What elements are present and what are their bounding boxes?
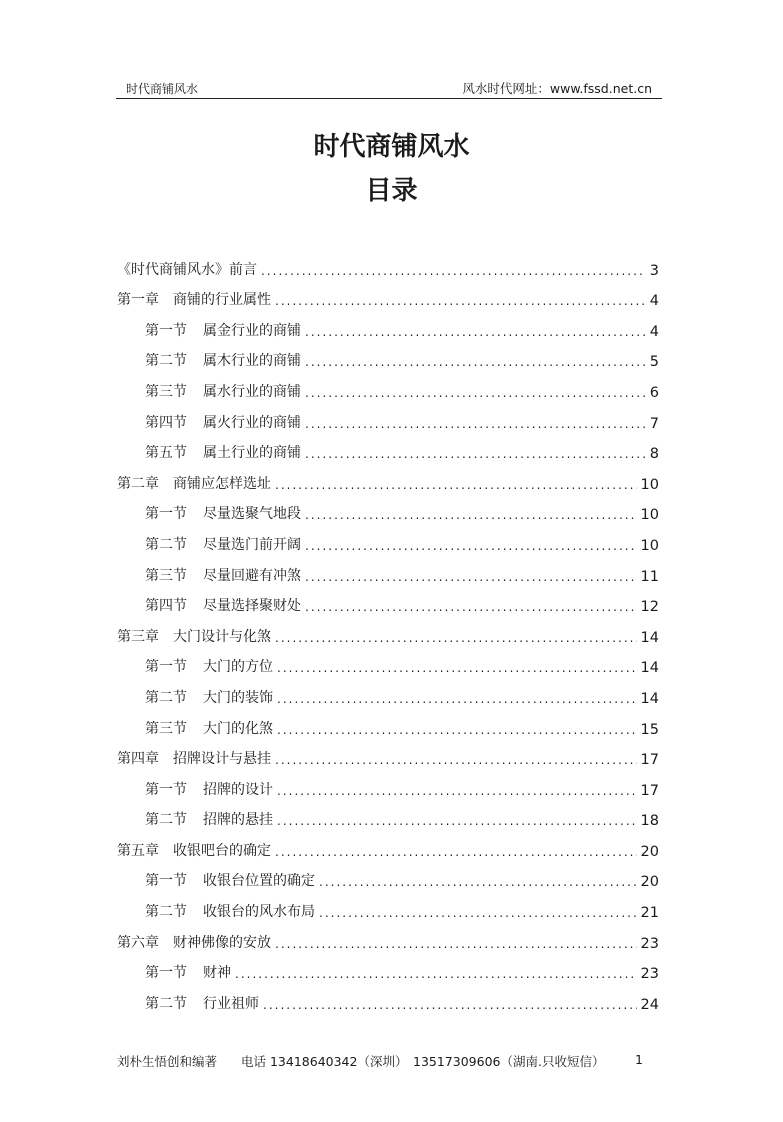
toc-page-number: 14: [640, 690, 659, 707]
toc-heading: 目录: [365, 176, 418, 206]
toc-leader-dots: [305, 416, 646, 432]
toc-entry-title: 尽量选聚气地段: [203, 506, 301, 523]
toc-leader-dots: [277, 813, 637, 829]
toc-entry-title: 行业祖师: [203, 995, 259, 1012]
toc-entry-label: [145, 442, 305, 462]
toc-section-number: 第五节: [145, 445, 187, 462]
toc-chapter-number: 第四章: [117, 751, 159, 768]
toc-entry-title: 尽量选门前开阔: [203, 536, 301, 553]
toc-entry-title: 属土行业的商铺: [203, 445, 301, 462]
footer-phone-shenzhen: 电话 13418640342（深圳）: [241, 1054, 408, 1069]
toc-entry-title: 属木行业的商铺: [203, 353, 301, 370]
toc-entry-section[interactable]: [117, 646, 659, 677]
toc-section-number: 第一节: [145, 322, 187, 339]
toc-entry-title: 招牌的设计: [203, 781, 273, 798]
toc-entry-section[interactable]: [117, 554, 659, 585]
toc-entry-title: 大门的方位: [203, 659, 273, 676]
toc-leader-dots: [261, 263, 646, 279]
toc-entry-section[interactable]: [117, 309, 659, 340]
toc-page-number: 11: [640, 568, 659, 585]
footer-author: 刘朴生悟创和编著: [117, 1054, 218, 1069]
toc-entry-title: 财神: [203, 965, 231, 982]
toc-section-number: 第一节: [145, 873, 187, 890]
toc-entry-section[interactable]: [117, 493, 659, 524]
toc-page-number: 17: [640, 782, 659, 799]
toc-page-number: 24: [640, 996, 659, 1013]
toc-entry-section[interactable]: [117, 370, 659, 401]
toc-leader-dots: [275, 844, 637, 860]
toc-section-number: 第四节: [145, 414, 187, 431]
toc-page-number: 6: [649, 384, 659, 401]
toc-leader-dots: [277, 660, 637, 676]
header-website: 风水时代网址：www.fssd.net.cn: [462, 81, 652, 96]
toc-section-number: 第二节: [145, 995, 187, 1012]
toc-entry-label: [145, 718, 277, 738]
toc-page-number: 4: [649, 323, 659, 340]
toc-entry-label: [117, 932, 275, 952]
toc-section-number: 第一节: [145, 506, 187, 523]
toc-leader-dots: [319, 874, 637, 890]
toc-entry-section[interactable]: [117, 952, 659, 983]
toc-entry-label: [117, 840, 275, 860]
toc-entry-label: [145, 565, 305, 585]
toc-section-number: 第四节: [145, 598, 187, 615]
toc-chapter-number: 第二章: [117, 475, 159, 492]
page-header: [116, 78, 662, 99]
toc-entry-section[interactable]: [117, 982, 659, 1013]
toc-page-number: 20: [640, 874, 659, 891]
toc-page-number: 5: [649, 354, 659, 371]
toc-leader-dots: [277, 691, 637, 707]
toc-entry-label: [145, 412, 305, 432]
toc-entry-chapter[interactable]: [117, 279, 659, 310]
toc-entry-title: 属火行业的商铺: [203, 414, 301, 431]
toc-leader-dots: [277, 722, 637, 738]
toc-entry-title: 大门的装饰: [203, 689, 273, 706]
footer-page-number: 1: [635, 1052, 643, 1067]
toc-entry-label: [145, 350, 305, 370]
toc-entry-label: [117, 626, 275, 646]
toc-entry-section[interactable]: [117, 890, 659, 921]
toc-entry-title: 大门设计与化煞: [173, 628, 271, 645]
toc-entry-chapter[interactable]: [117, 829, 659, 860]
toc-page-number: 20: [640, 843, 659, 860]
toc-leader-dots: [275, 936, 637, 952]
toc-entry-label: [145, 779, 277, 799]
toc-leader-dots: [275, 752, 637, 768]
toc-entry-label: [145, 534, 305, 554]
toc-page-number: 18: [640, 813, 659, 830]
toc-chapter-number: 第三章: [117, 628, 159, 645]
toc-entry-title: 属金行业的商铺: [203, 322, 301, 339]
toc-page-number: 23: [640, 935, 659, 952]
toc-entry-label: [117, 748, 275, 768]
header-book-title: 时代商铺风水: [126, 82, 199, 96]
toc-page-number: 8: [649, 446, 659, 463]
toc-entry-label: [145, 962, 235, 982]
toc-entry-chapter[interactable]: [117, 921, 659, 952]
toc-section-number: 第二节: [145, 689, 187, 706]
toc-entry-label: [117, 289, 275, 309]
toc-section-number: 第一节: [145, 781, 187, 798]
toc-section-number: 第三节: [145, 720, 187, 737]
toc-page-number: 4: [649, 293, 659, 310]
toc-leader-dots: [263, 997, 637, 1013]
toc-section-number: 第一节: [145, 659, 187, 676]
toc-section-number: 第二节: [145, 536, 187, 553]
toc-entry-title: 财神佛像的安放: [173, 934, 271, 951]
toc-entry-label: [117, 259, 261, 279]
toc-entry-label: [145, 687, 277, 707]
toc-entry-title: 尽量选择聚财处: [203, 598, 301, 615]
toc-page-number: 10: [640, 507, 659, 524]
toc-leader-dots: [305, 599, 637, 615]
toc-page-number: 7: [649, 415, 659, 432]
toc-leader-dots: [305, 354, 646, 370]
footer-phone-hunan: 13517309606（湖南.只收短信）: [413, 1054, 605, 1069]
toc-entry-title: 大门的化煞: [203, 720, 273, 737]
toc-page-number: 10: [640, 537, 659, 554]
toc-entry-chapter[interactable]: [117, 738, 659, 769]
toc-section-number: 第二节: [145, 904, 187, 921]
toc-entry-label: [145, 993, 263, 1013]
toc-page-number: 23: [640, 966, 659, 983]
toc-entry-section[interactable]: [117, 340, 659, 371]
toc-leader-dots: [305, 446, 646, 462]
toc-entry-label: [145, 595, 305, 615]
toc-entry-title: 收银台位置的确定: [203, 873, 315, 890]
toc-leader-dots: [319, 905, 637, 921]
toc-leader-dots: [275, 630, 637, 646]
toc-page-number: 3: [649, 262, 659, 279]
toc-page-number: 21: [640, 905, 659, 922]
table-of-contents: [117, 248, 659, 1013]
toc-section-number: 第一节: [145, 965, 187, 982]
toc-page-number: 10: [640, 476, 659, 493]
toc-leader-dots: [305, 324, 646, 340]
toc-entry-label: [145, 809, 277, 829]
toc-section-number: 第二节: [145, 812, 187, 829]
toc-entry-chapter[interactable]: [117, 462, 659, 493]
toc-entry-label: [117, 473, 275, 493]
toc-leader-dots: [235, 966, 637, 982]
toc-entry-title: 商铺的行业属性: [173, 292, 271, 309]
toc-entry-title: 收银吧台的确定: [173, 842, 271, 859]
toc-entry-label: [145, 503, 305, 523]
toc-section-number: 第二节: [145, 353, 187, 370]
toc-entry-title: 商铺应怎样选址: [173, 475, 271, 492]
toc-leader-dots: [275, 477, 637, 493]
toc-entry-section[interactable]: [117, 768, 659, 799]
toc-section-number: 第三节: [145, 567, 187, 584]
toc-section-number: 第三节: [145, 383, 187, 400]
toc-leader-dots: [277, 783, 637, 799]
toc-page-number: 14: [640, 660, 659, 677]
toc-entry-section[interactable]: [117, 585, 659, 616]
toc-entry-section[interactable]: [117, 401, 659, 432]
toc-entry-label: [145, 381, 305, 401]
toc-page-number: 12: [640, 599, 659, 616]
toc-entry-section[interactable]: [117, 860, 659, 891]
toc-entry-title: 招牌的悬挂: [203, 812, 273, 829]
toc-entry-label: [145, 656, 277, 676]
toc-leader-dots: [305, 569, 637, 585]
toc-entry-section[interactable]: [117, 676, 659, 707]
toc-entry-section[interactable]: [117, 707, 659, 738]
toc-leader-dots: [305, 538, 637, 554]
toc-entry-title: 《时代商铺风水》前言: [117, 261, 257, 278]
toc-page-number: 14: [640, 629, 659, 646]
toc-entry-label: [145, 901, 319, 921]
toc-entry-label: [145, 320, 305, 340]
toc-leader-dots: [275, 293, 646, 309]
toc-entry-title: 招牌设计与悬挂: [173, 751, 271, 768]
toc-chapter-number: 第一章: [117, 292, 159, 309]
toc-entry-section[interactable]: [117, 432, 659, 463]
toc-entry-title: 属水行业的商铺: [203, 383, 301, 400]
toc-entry-preface[interactable]: [117, 248, 659, 279]
toc-entry-label: [145, 870, 319, 890]
document-title: 时代商铺风水: [313, 132, 470, 162]
toc-entry-section[interactable]: [117, 523, 659, 554]
toc-leader-dots: [305, 507, 637, 523]
toc-leader-dots: [305, 385, 646, 401]
toc-entry-chapter[interactable]: [117, 615, 659, 646]
toc-entry-title: 尽量回避有冲煞: [203, 567, 301, 584]
toc-entry-title: 收银台的风水布局: [203, 904, 315, 921]
toc-page-number: 17: [640, 752, 659, 769]
toc-chapter-number: 第六章: [117, 934, 159, 951]
toc-entry-section[interactable]: [117, 799, 659, 830]
toc-chapter-number: 第五章: [117, 842, 159, 859]
toc-page-number: 15: [640, 721, 659, 738]
